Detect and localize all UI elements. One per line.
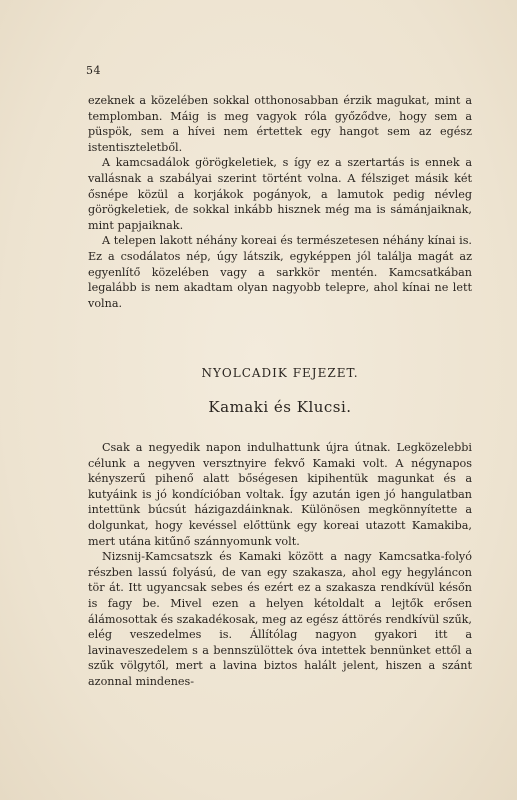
- text-block-top: [88, 93, 472, 311]
- paragraph: ezeknek a közelében sokkal otthonosabban érzik magukat, mint a templomban. Máig is meg vagyok róla győződve, hogy sem a püspök, sem a hívei nem értettek egy hangot sem az egész istentiszteletből.: [88, 94, 472, 154]
- paragraph: Csak a negyedik napon indulhattunk újra útnak. Legközelebbi célunk a negyven versztnyire fekvő Kamaki volt. A négynapos kényszerű pihenő alatt bőségesen kipihentük magunkat és a kutyáink is jó kondícióban voltak. Így azután igen jó hangulatban intettünk búcsút házigazdáinknak. Különösen megkönnyítette a dolgunkat, hogy kevéssel előttünk egy koreai utazott Kamakiba, mert utána kitűnő szánnyomunk volt.: [88, 441, 472, 548]
- chapter-title: Kamaki és Klucsi.: [208, 398, 352, 416]
- chapter-heading: NYOLCADIK FEJEZET.: [201, 366, 359, 380]
- text-block-bottom: [88, 440, 472, 690]
- paragraph: A kamcsadálok görögkeletiek, s így ez a szertartás is ennek a vallásnak a szabályai szerint történt volna. A félsziget másik két ősnépe közül a korjákok pogányok, a lamutok pedig névleg görögkeletiek, de sokkal inkább hisznek még ma is sámánjaiknak, mint papjaiknak.: [88, 156, 472, 232]
- paragraph: Nizsnij-Kamcsatszk és Kamaki között a nagy Kamcsatka-folyó részben lassú folyású, de van egy szakasza, ahol egy hegyláncon tör át. Itt ugyancsak sebes és ezért ez a szakasza rendkívül későn is fagy be. Mivel ezen a helyen kétoldalt a lejtők erősen álámosottak és szakadékosak, meg az egész áttörés rendkívül szűk, elég veszedelmes is. Állítólag nagyon gyakori itt a lavinaveszedelem s a bennszülöttek óva intettek bennünket ettől a szűk völgytől, mert a lavina biztos halált jelent, hiszen a szánt azonnal mindenes-: [88, 550, 472, 688]
- page-number: 54: [86, 64, 101, 77]
- paragraph: A telepen lakott néhány koreai és természetesen néhány kínai is. Ez a csodálatos nép, úgy látszik, egyképpen jól találja magát az egyenlítő közelében vagy a sarkkör mentén. Kamcsatkában legalább is nem akadtam olyan nagyobb telepre, ahol kínai ne lett volna.: [88, 234, 472, 310]
